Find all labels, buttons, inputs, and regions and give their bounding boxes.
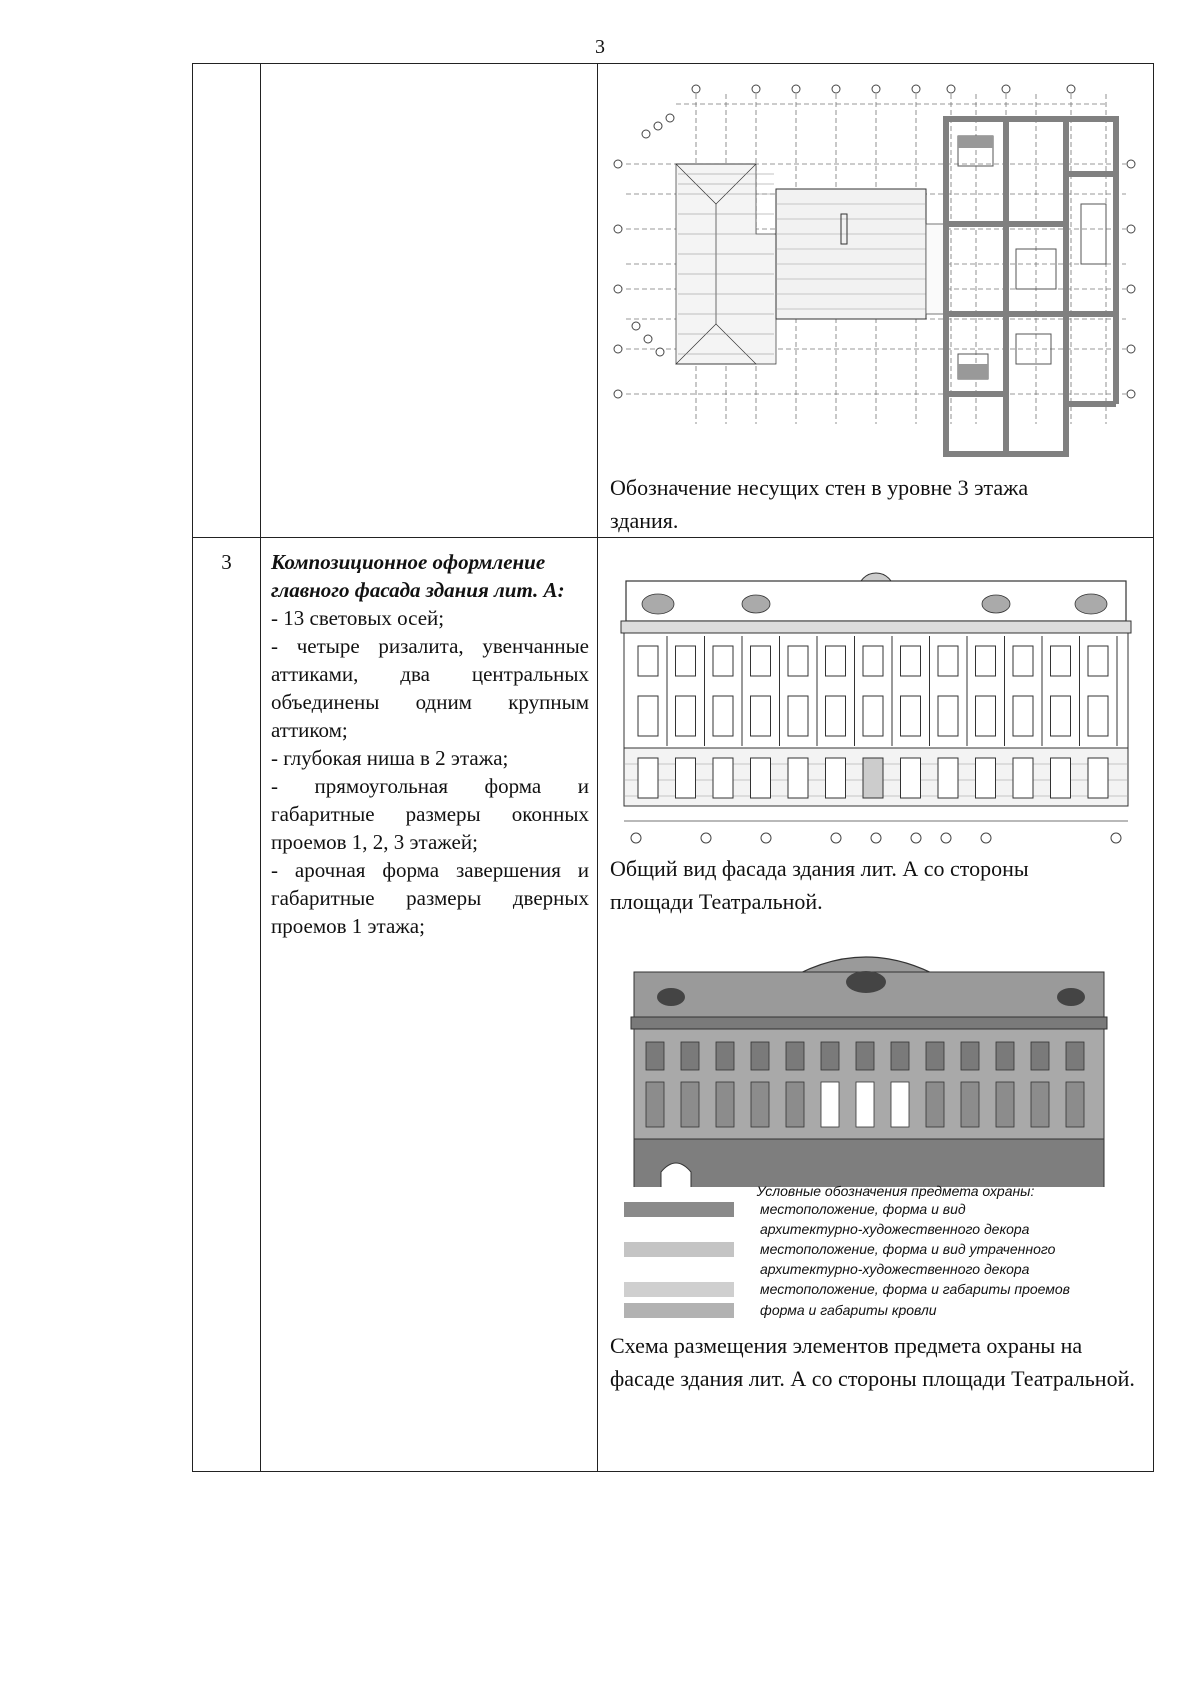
- legend-label: форма и габариты кровли: [760, 1302, 937, 1318]
- row-number: 3: [193, 538, 261, 1472]
- desc-cell-empty: [261, 64, 598, 538]
- description-title: Композиционное оформление главного фасада здания лит. А:: [271, 550, 565, 602]
- list-item: - четыре ризалита, увенчанные аттиками, два центральных объединены одним крупным аттиком;: [271, 634, 589, 742]
- protection-scheme-drawing: [606, 932, 1146, 1187]
- legend-label: архитектурно-художественного декора: [760, 1261, 1030, 1277]
- legend-entry: [606, 1199, 1145, 1239]
- facade-cell: [598, 538, 1154, 1472]
- legend-entry: [606, 1279, 1145, 1300]
- list-item: - 13 световых осей;: [271, 606, 445, 630]
- page-number: 3: [595, 36, 605, 58]
- facade-elevation-drawing: [606, 546, 1146, 866]
- table-row: [193, 64, 1154, 538]
- legend-swatch: [624, 1242, 734, 1257]
- legend-entry: [606, 1300, 1145, 1321]
- plan-cell: [598, 64, 1154, 538]
- legend-title: Условные обозначения предмета охраны:: [756, 1183, 1035, 1199]
- list-item: - глубокая ниша в 2 этажа;: [271, 746, 509, 770]
- plan-caption: Обозначение несущих стен в уровне 3 этажа здания.: [610, 475, 1029, 533]
- legend-label: архитектурно-художественного декора: [760, 1221, 1030, 1237]
- legend-entry: [606, 1239, 1145, 1279]
- scheme-caption: Схема размещения элементов предмета охраны на фасаде здания лит. А со стороны площади Театральной.: [610, 1333, 1135, 1391]
- list-item: - прямоугольная форма и габаритные размеры оконных проемов 1, 2, 3 этажей;: [271, 774, 589, 854]
- legend-label: местоположение, форма и габариты проемов: [760, 1281, 1070, 1297]
- table-row: [193, 538, 1154, 1472]
- description-cell: [261, 538, 598, 1472]
- legend-swatch: [624, 1303, 734, 1318]
- legend-label: местоположение, форма и вид утраченного: [760, 1241, 1056, 1257]
- facade-caption: Общий вид фасада здания лит. А со стороны площади Театральной.: [610, 856, 1029, 914]
- list-item: - арочная форма завершения и габаритные размеры дверных проемов 1 этажа;: [271, 858, 589, 938]
- legend-swatch: [624, 1202, 734, 1217]
- legend-swatch: [624, 1282, 734, 1297]
- legend: [606, 1183, 1145, 1321]
- floor-plan-drawing: [606, 64, 1146, 469]
- legend-label: местоположение, форма и вид: [760, 1201, 966, 1217]
- protection-table: [192, 63, 1154, 1472]
- num-cell-empty: [193, 64, 261, 538]
